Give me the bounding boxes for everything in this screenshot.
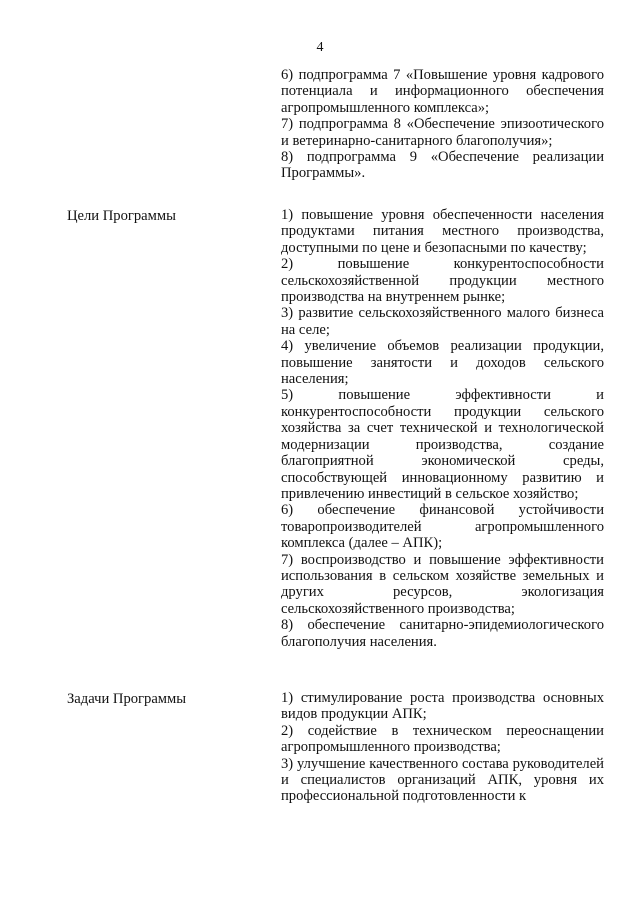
list-item: 1) стимулирование роста производства основных видов продукции АПК; xyxy=(281,690,604,723)
list-item: 5) повышение эффективности и конкурентоспособности продукции сельского хозяйства за счет технической и технологической модернизации производства, создание благоприятной экономической среды, способствующей инновационному развитию и привлечению инвестиций в сельское хозяйство; xyxy=(281,387,604,502)
goals-list xyxy=(281,207,604,650)
list-item: 1) повышение уровня обеспеченности населения продуктами питания местного производства, доступными по цене и безопасными по качеству; xyxy=(281,207,604,256)
list-item: 7) воспроизводство и повышение эффективности использования в сельском хозяйстве земельных и других ресурсов, экологизация сельскохозяйственного производства; xyxy=(281,551,604,617)
list-item: 3) улучшение качественного состава руководителей и специалистов организаций АПК, уровня их профессиональной подготовленности к xyxy=(281,755,604,805)
continued-subprogram-list xyxy=(281,67,604,182)
tasks-list xyxy=(281,690,604,805)
list-item: 2) содействие в техническом переоснащении агропромышленного производства; xyxy=(281,722,604,756)
page-number: 4 xyxy=(316,40,324,55)
goals-label: Цели Программы xyxy=(67,208,176,224)
list-item: 7) подпрограмма 8 «Обеспечение эпизоотического и ветеринарно-санитарного благополучия»; xyxy=(281,116,604,149)
list-item: 6) подпрограмма 7 «Повышение уровня кадрового потенциала и информационного обеспечения агропромышленного комплекса»; xyxy=(281,67,604,116)
list-item: 8) подпрограмма 9 «Обеспечение реализации Программы». xyxy=(281,149,604,182)
list-item: 4) увеличение объемов реализации продукции, повышение занятости и доходов сельского населения; xyxy=(281,338,604,388)
list-item: 6) обеспечение финансовой устойчивости товаропроизводителей агропромышленного комплекса (далее – АПК); xyxy=(281,502,604,552)
tasks-label: Задачи Программы xyxy=(67,691,187,707)
list-item: 3) развитие сельскохозяйственного малого бизнеса на селе; xyxy=(281,305,604,338)
list-item: 2) повышение конкурентоспособности сельскохозяйственной продукции местного производства на внутреннем рынке; xyxy=(281,256,604,306)
list-item: 8) обеспечение санитарно-эпидемиологического благополучия населения. xyxy=(281,617,604,650)
